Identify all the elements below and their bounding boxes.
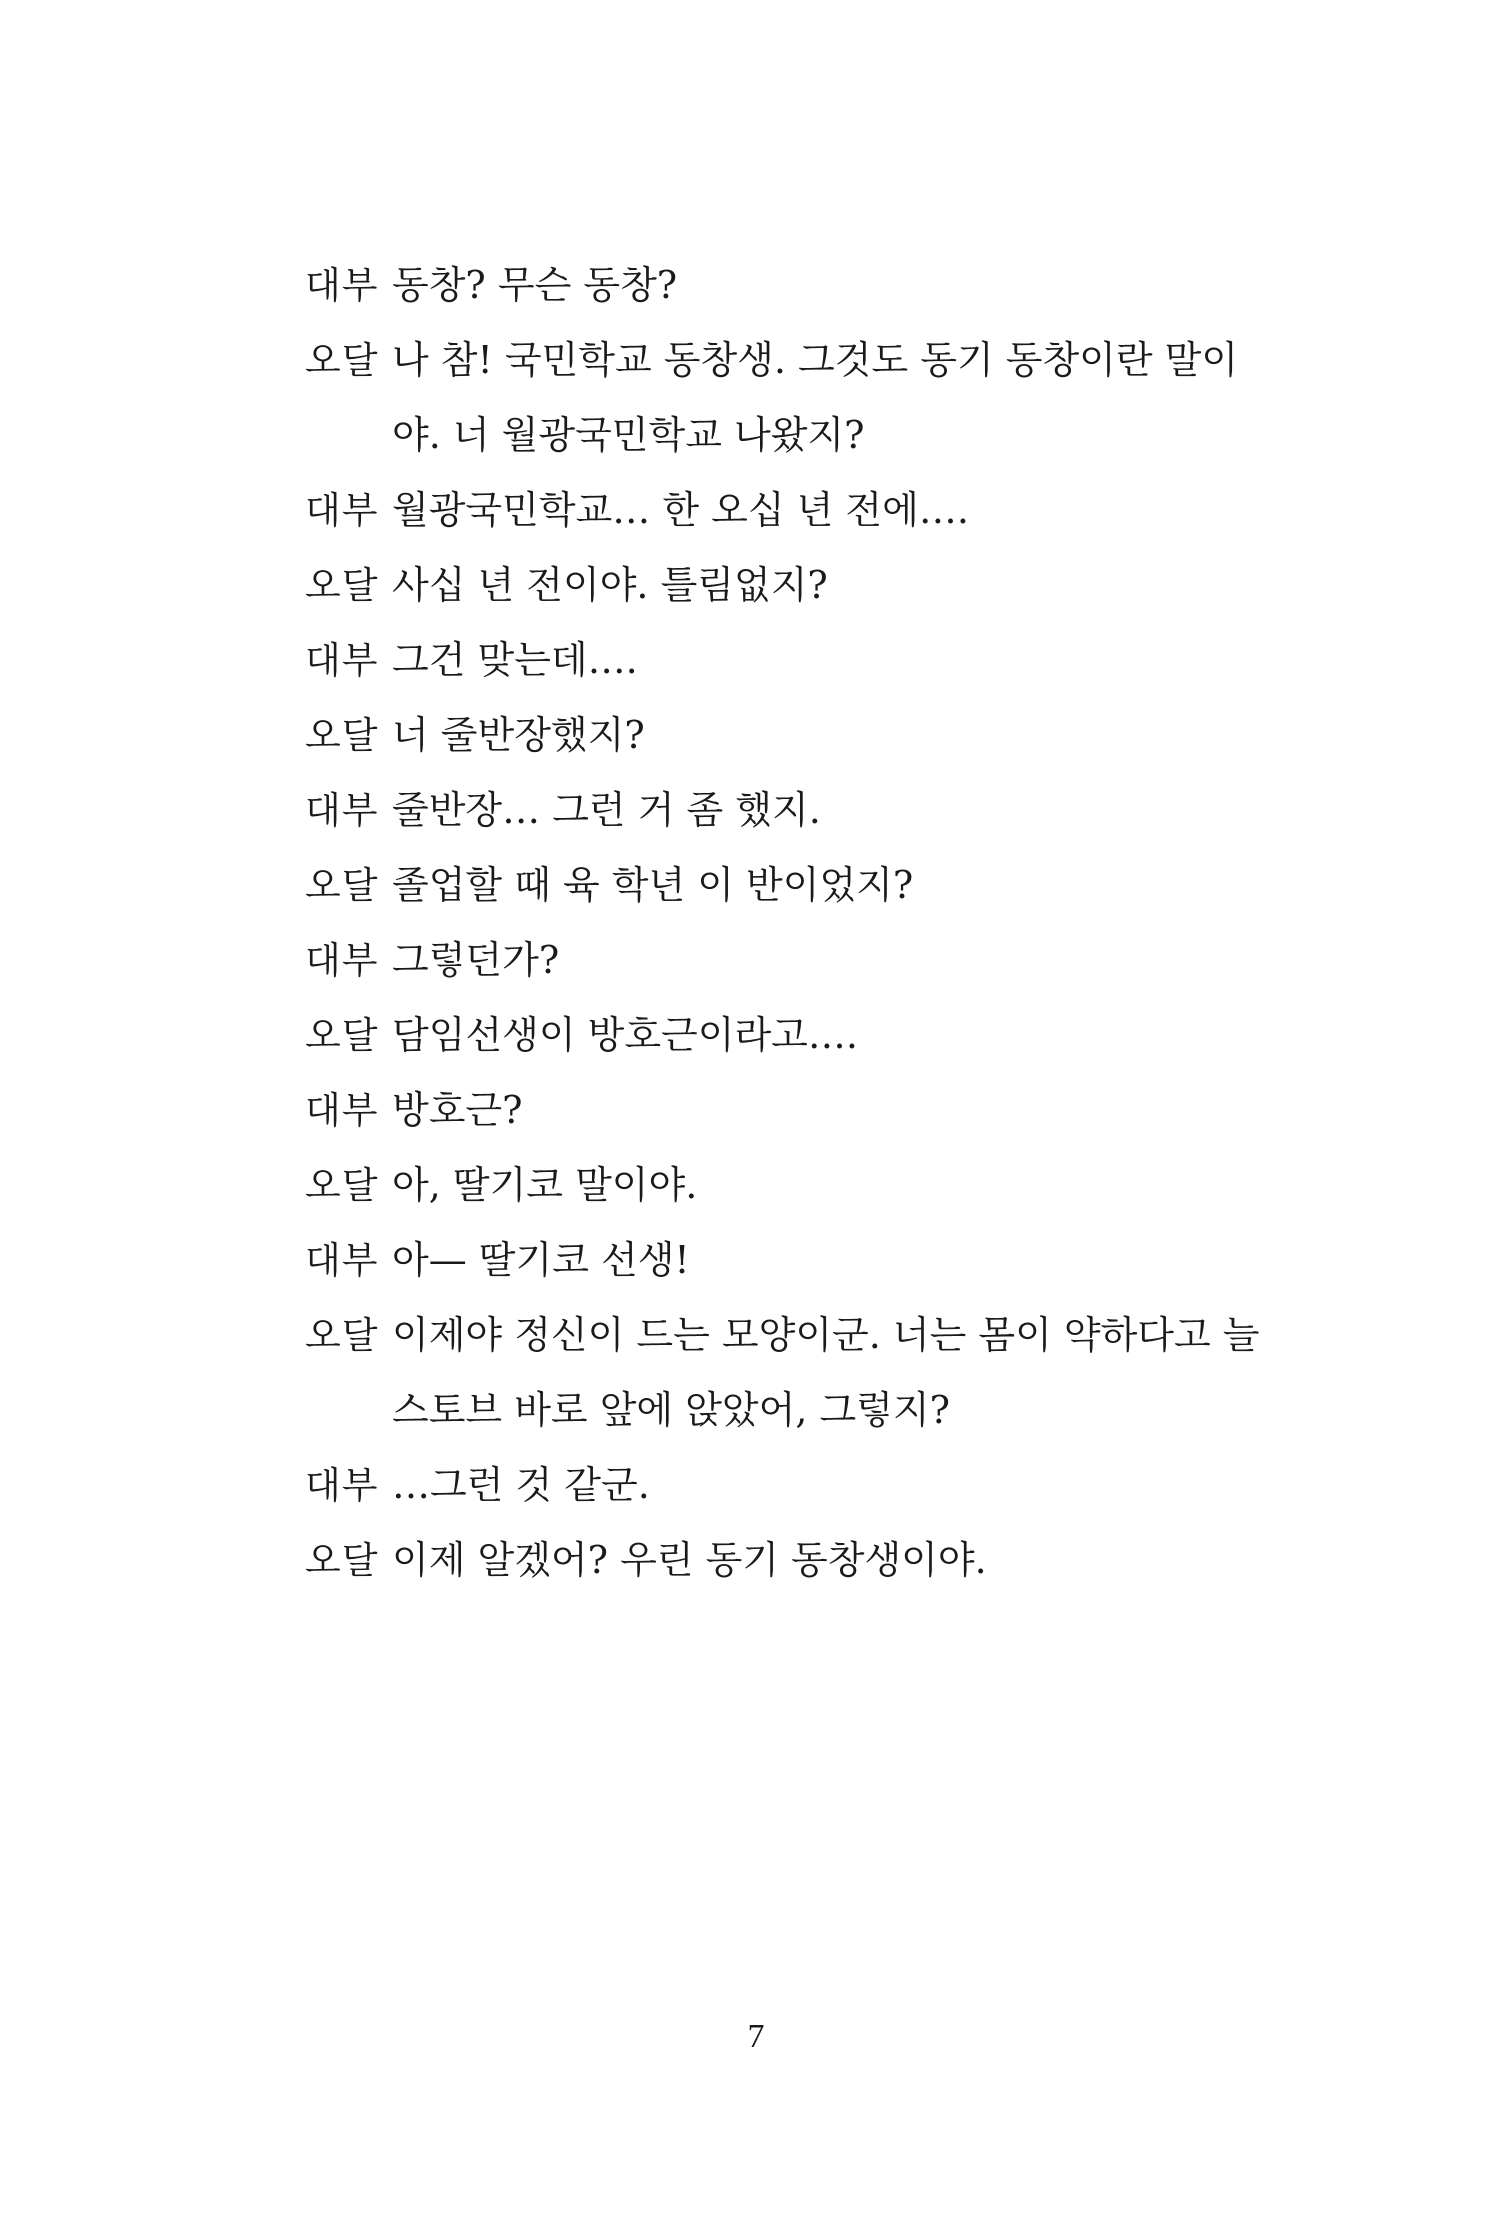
- speaker-name: 오달: [305, 1539, 379, 1582]
- dialogue-text: 동창? 무슨 동창?: [392, 263, 678, 307]
- speaker-name: 대부: [305, 264, 379, 307]
- dialogue-text-continued: 스토브 바로 앞에 앉았어, 그렇지?: [392, 1388, 950, 1432]
- dialogue-text: 아, 딸기코 말이야.: [392, 1163, 698, 1207]
- dialogue-text: 그렇던가?: [392, 938, 560, 982]
- dialogue-line: [305, 1523, 1255, 1598]
- dialogue-line: [305, 773, 1255, 848]
- dialogue-line: [305, 998, 1255, 1073]
- dialogue-text: …그런 것 같군.: [392, 1463, 650, 1507]
- dialogue-text: 담임선생이 방호근이라고….: [392, 1013, 858, 1057]
- dialogue-line: [305, 923, 1255, 998]
- dialogue-block: [305, 248, 1260, 1598]
- dialogue-line: [305, 1448, 1255, 1523]
- dialogue-text: 이제 알겠어? 우린 동기 동창생이야.: [392, 1538, 987, 1582]
- dialogue-text: 줄반장… 그런 거 좀 했지.: [392, 788, 821, 832]
- speaker-name: 대부: [305, 1239, 379, 1282]
- speaker-name: 오달: [305, 564, 379, 607]
- speaker-name: 대부: [305, 939, 379, 982]
- speaker-name: 대부: [305, 1464, 379, 1507]
- dialogue-text: 나 참! 국민학교 동창생. 그것도 동기 동창이란 말이: [392, 338, 1239, 382]
- dialogue-text-continued: 야. 너 월광국민학교 나왔지?: [392, 413, 865, 457]
- page-number: 7: [747, 2018, 765, 2055]
- dialogue-line: [305, 1298, 1260, 1373]
- speaker-name: 대부: [305, 1089, 379, 1132]
- dialogue-line: [305, 698, 1255, 773]
- speaker-name: 오달: [305, 864, 379, 907]
- dialogue-text: 아— 딸기코 선생!: [392, 1238, 690, 1282]
- dialogue-text: 월광국민학교… 한 오십 년 전에….: [392, 488, 969, 532]
- speaker-name: 오달: [305, 1164, 379, 1207]
- dialogue-line: [305, 248, 1255, 323]
- dialogue-text: 이제야 정신이 드는 모양이군. 너는 몸이 약하다고 늘: [392, 1313, 1260, 1357]
- dialogue-text: 그건 맞는데….: [392, 638, 638, 682]
- dialogue-line: [305, 1223, 1255, 1298]
- dialogue-continuation: [305, 398, 1255, 473]
- speaker-name: 오달: [305, 339, 379, 382]
- dialogue-text: 졸업할 때 육 학년 이 반이었지?: [392, 863, 914, 907]
- dialogue-line: [305, 473, 1255, 548]
- dialogue-continuation: [305, 1373, 1255, 1448]
- dialogue-text: 사십 년 전이야. 틀림없지?: [392, 563, 828, 607]
- speaker-name: 대부: [305, 489, 379, 532]
- dialogue-line: [305, 623, 1255, 698]
- speaker-name: 오달: [305, 1314, 379, 1357]
- dialogue-line: [305, 1073, 1255, 1148]
- dialogue-line: [305, 1148, 1255, 1223]
- speaker-name: 오달: [305, 714, 379, 757]
- dialogue-line: [305, 323, 1255, 398]
- dialogue-text: 너 줄반장했지?: [392, 713, 645, 757]
- dialogue-line: [305, 548, 1255, 623]
- speaker-name: 대부: [305, 789, 379, 832]
- speaker-name: 대부: [305, 639, 379, 682]
- dialogue-text: 방호근?: [392, 1088, 523, 1132]
- speaker-name: 오달: [305, 1014, 379, 1057]
- dialogue-line: [305, 848, 1255, 923]
